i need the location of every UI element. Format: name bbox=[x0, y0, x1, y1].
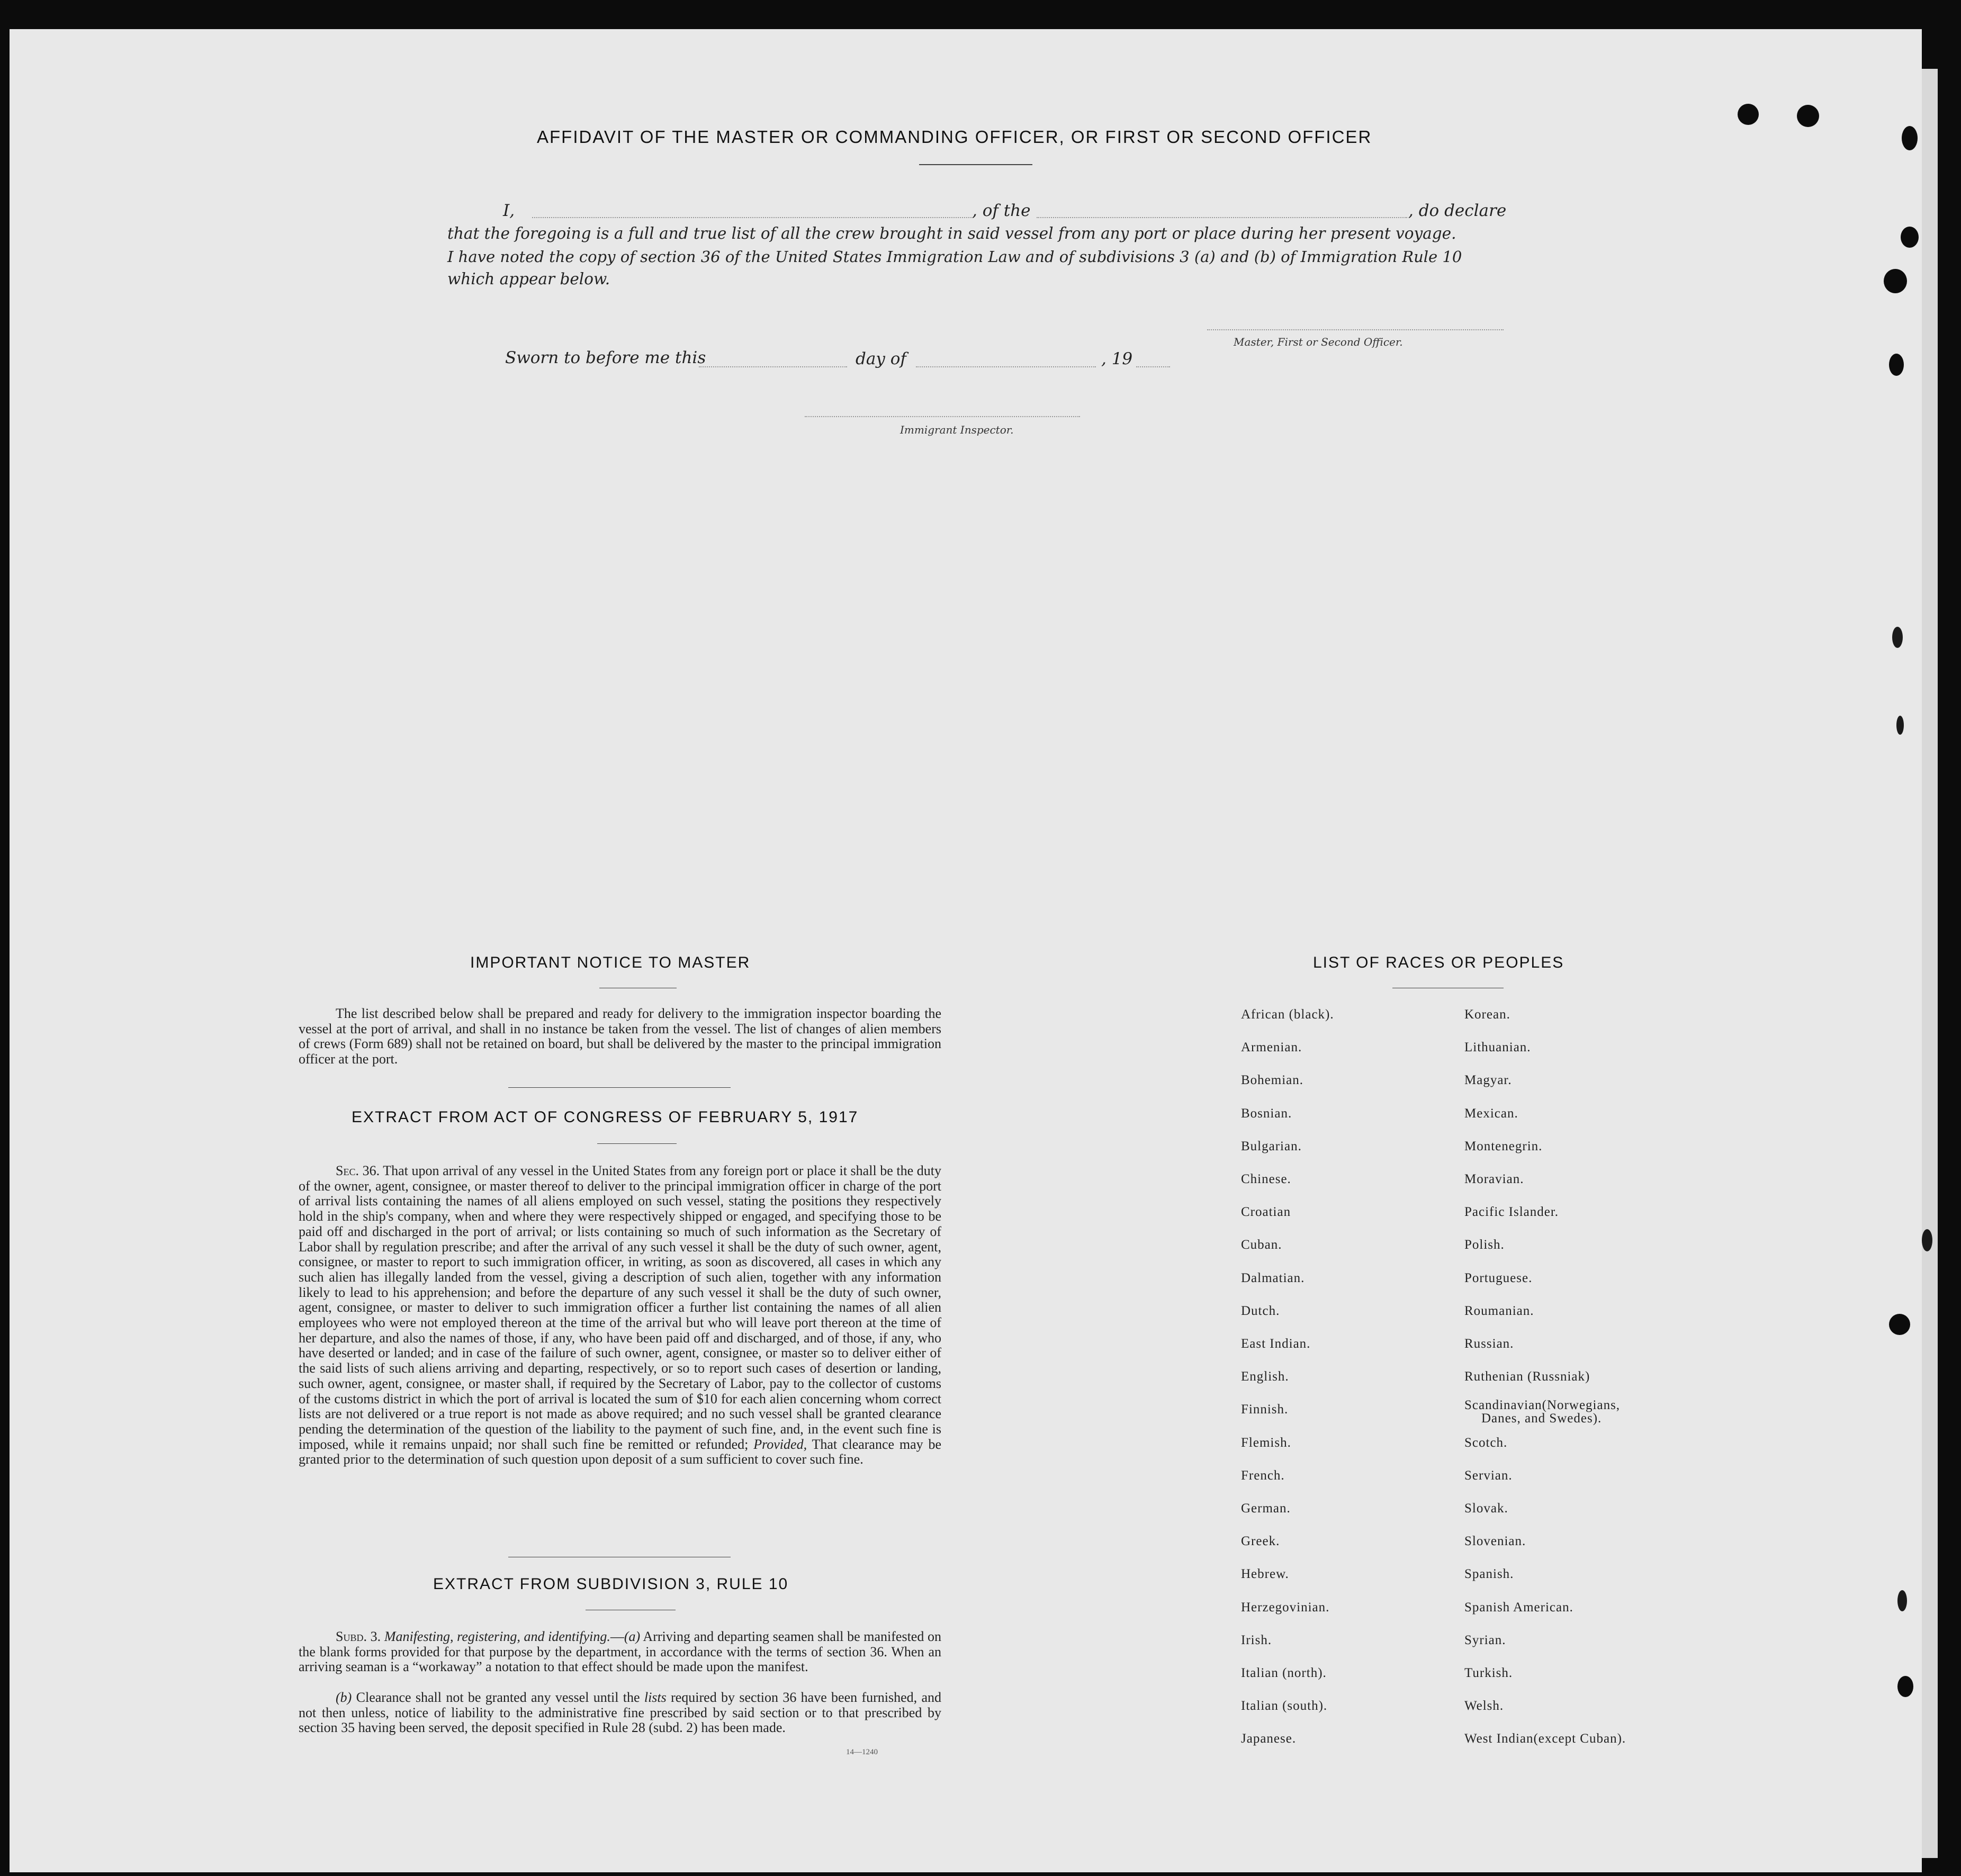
of-the-label: , of the bbox=[972, 201, 1031, 220]
sworn-label: Sworn to before me this bbox=[505, 348, 706, 367]
notice-title: IMPORTANT NOTICE TO MASTER bbox=[470, 954, 751, 971]
declarant-name-field[interactable] bbox=[532, 217, 971, 218]
races-title: LIST OF RACES OR PEOPLES bbox=[1313, 954, 1564, 971]
punch-hole bbox=[1892, 627, 1903, 648]
race-item: Roumanian. bbox=[1464, 1304, 1534, 1318]
race-item: Chinese. bbox=[1241, 1172, 1291, 1186]
declare-label: , do declare bbox=[1408, 201, 1507, 220]
race-item: Herzegovinian. bbox=[1241, 1600, 1330, 1615]
race-item: East Indian. bbox=[1241, 1337, 1311, 1351]
declaration-line-2: that the foregoing is a full and true list of all the crew brought in said vessel from any port or place during her present voyage. bbox=[447, 224, 1456, 242]
race-item: Cuban. bbox=[1241, 1238, 1282, 1252]
declaration-line-4: which appear below. bbox=[447, 270, 610, 288]
section-divider bbox=[508, 1087, 731, 1088]
sworn-day-field[interactable] bbox=[699, 366, 847, 367]
punch-hole bbox=[1922, 1229, 1932, 1251]
day-of-label: day of bbox=[856, 349, 906, 368]
rule10-a-label: (a) bbox=[624, 1629, 641, 1644]
punch-hole bbox=[1902, 126, 1918, 150]
punch-hole bbox=[1901, 227, 1919, 248]
race-item: French. bbox=[1241, 1468, 1285, 1483]
race-item: Scotch. bbox=[1464, 1436, 1508, 1450]
race-item: Greek. bbox=[1241, 1534, 1280, 1548]
race-item: Scandinavian(Norwegians, bbox=[1464, 1398, 1621, 1412]
race-item: West Indian(except Cuban). bbox=[1464, 1731, 1626, 1746]
race-item: Spanish American. bbox=[1464, 1600, 1573, 1615]
rule10-title: EXTRACT FROM SUBDIVISION 3, RULE 10 bbox=[433, 1575, 789, 1593]
race-item: Servian. bbox=[1464, 1468, 1513, 1483]
act-section-label: Sec. 36. bbox=[336, 1163, 380, 1178]
race-item: Croatian bbox=[1241, 1205, 1291, 1219]
act-divider bbox=[597, 1143, 677, 1144]
race-item: Korean. bbox=[1464, 1007, 1510, 1022]
declaration-line-3: I have noted the copy of section 36 of the United States Immigration Law and of subdivisions 3 (a) and (b) of Immigration Rule 10 bbox=[447, 248, 1462, 266]
rule10-subd-title: Manifesting, registering, and identifying. bbox=[384, 1629, 610, 1644]
inspector-signature-label: Immigrant Inspector. bbox=[900, 423, 1014, 436]
rule10-subd-b bbox=[299, 1690, 941, 1736]
race-item: English. bbox=[1241, 1369, 1289, 1384]
race-item: Flemish. bbox=[1241, 1436, 1291, 1450]
race-item: Dalmatian. bbox=[1241, 1271, 1305, 1285]
sworn-year-field[interactable] bbox=[1136, 366, 1170, 367]
race-item: Moravian. bbox=[1464, 1172, 1524, 1186]
rule10-subd-label: Subd. 3. bbox=[336, 1629, 381, 1644]
race-item: Mexican. bbox=[1464, 1106, 1518, 1121]
rule10-b-lists: lists bbox=[644, 1690, 667, 1705]
race-item: Syrian. bbox=[1464, 1633, 1506, 1647]
master-signature-label: Master, First or Second Officer. bbox=[1234, 336, 1403, 348]
race-item: African (black). bbox=[1241, 1007, 1334, 1022]
race-item: Irish. bbox=[1241, 1633, 1272, 1647]
title-divider bbox=[919, 164, 1032, 165]
race-item: German. bbox=[1241, 1501, 1291, 1516]
race-item: Slovak. bbox=[1464, 1501, 1508, 1516]
vessel-name-field[interactable] bbox=[1037, 217, 1407, 218]
document-page bbox=[10, 29, 1922, 1872]
form-number: 14—1240 bbox=[846, 1748, 878, 1756]
race-item: Magyar. bbox=[1464, 1073, 1512, 1087]
punch-hole bbox=[1889, 1314, 1910, 1335]
race-item: Bosnian. bbox=[1241, 1106, 1292, 1121]
race-item: Russian. bbox=[1464, 1337, 1514, 1351]
race-item: Spanish. bbox=[1464, 1567, 1514, 1581]
race-item: Turkish. bbox=[1464, 1666, 1513, 1680]
punch-hole bbox=[1897, 1676, 1913, 1697]
race-item: Portuguese. bbox=[1464, 1271, 1533, 1285]
race-item: Hebrew. bbox=[1241, 1567, 1289, 1581]
race-item: Dutch. bbox=[1241, 1304, 1280, 1318]
act-section-text: That upon arrival of any vessel in the United States from any foreign port or place it shall be the duty of the owner, agent, consignee, or master thereof to deliver to the principal immigration officer in charge of the port of arrival lists containing the names of all aliens employed on such vessel, stating the positions they respectively hold in the ship's company, when and where they were respectively shipped or engaged, and specifying those to be paid off and discharged in the port of arrival; or lists containing so much of such information as the Secretary of Labor shall by regulation prescribe; and after the arrival of any such vessel it shall be the duty of such owner, agent, consignee, or master to report to such immigration officer, in writing, as soon as discovered, all cases in which any such alien has illegally landed from the vessel, giving a description of such alien, together with any information likely to lead to his apprehension; and before the departure of any such vessel it shall be the duty of such owner, agent, consignee, or master to deliver to such immigration officer a further list containing the names of all alien employees who were not employed thereon at the time of the arrival but who will leave port thereon at the time of her departure, and also the names of those, if any, who have been paid off and discharged, and of those, if any, who have deserted or landed; and in case of the failure of such owner, agent, consignee, or master so to deliver either of the said lists of such aliens arriving and departing, respectively, or so to report such cases of desertion or landing, such owner, agent, consignee, or master shall, if required by the Secretary of Labor, pay to the collector of customs of the customs district in which the port of arrival is located the sum of $10 for each alien concerning whom correct lists are not delivered or a true report is not made as above required; and no such vessel shall be granted clearance pending the determination of the question of the liability to the payment of such fine, and, in the event such fine is imposed, while it remains unpaid; nor shall such fine be remitted or refunded; bbox=[299, 1163, 942, 1452]
rule10-b-text-2: required by section 36 have been furnished, and not then unless, notice of liability to the administrative fine prescribed by said section or to that prescribed by section 35 having been served, the deposit specified in Rule 28 (subd. 2) has been made. bbox=[299, 1690, 942, 1736]
declarant-prefix: I, bbox=[503, 201, 515, 220]
sworn-month-field[interactable] bbox=[916, 366, 1096, 367]
race-item: Japanese. bbox=[1241, 1731, 1297, 1746]
punch-hole bbox=[1738, 104, 1759, 125]
punch-hole bbox=[1889, 354, 1904, 376]
race-item: Polish. bbox=[1464, 1238, 1505, 1252]
race-item: Armenian. bbox=[1241, 1040, 1302, 1054]
rule10-a-text: Arriving and departing seamen shall be manifested on the blank forms provided for that purpose by the department, in accordance with the terms of section 36. When an arriving seaman is a “workaway” a notation to that effect should be made upon the manifest. bbox=[299, 1629, 941, 1675]
race-item: Italian (north). bbox=[1241, 1666, 1327, 1680]
punch-hole bbox=[1884, 269, 1907, 293]
race-item: Welsh. bbox=[1464, 1699, 1504, 1713]
affidavit-title: AFFIDAVIT OF THE MASTER OR COMMANDING OFFICER, OR FIRST OR SECOND OFFICER bbox=[537, 127, 1372, 147]
race-item: Italian (south). bbox=[1241, 1699, 1328, 1713]
race-item: Bohemian. bbox=[1241, 1073, 1304, 1087]
race-item: Finnish. bbox=[1241, 1402, 1289, 1417]
race-item: Montenegrin. bbox=[1464, 1139, 1543, 1153]
race-item-continuation: Danes, and Swedes). bbox=[1481, 1411, 1602, 1426]
act-title: EXTRACT FROM ACT OF CONGRESS OF FEBRUARY 5, 1917 bbox=[352, 1108, 859, 1126]
race-item: Pacific Islander. bbox=[1464, 1205, 1559, 1219]
race-item: Slovenian. bbox=[1464, 1534, 1526, 1548]
rule10-subd-a: Subd. 3. Manifesting, registering, and identifying.—(a) Arriving and departing seamen shall be manifested on the blank forms provided for that purpose by the department, in accordance with the terms of section 36. When an arriving seaman is a “workaway” a notation to that effect should be made upon the manifest. bbox=[299, 1629, 941, 1675]
act-provided: Provided, bbox=[753, 1436, 807, 1452]
race-item: Lithuanian. bbox=[1464, 1040, 1531, 1054]
rule10-b-text-1: Clearance shall not be granted any vessel until the bbox=[356, 1690, 640, 1705]
year-label: , 19 bbox=[1101, 349, 1133, 368]
punch-hole bbox=[1897, 1590, 1907, 1611]
punch-hole bbox=[1797, 105, 1819, 127]
act-section-text-end: That clearance may be granted prior to the determination of such question upon deposit of a sum sufficient to cover such fine. bbox=[299, 1436, 942, 1467]
notice-text: The list described below shall be prepared and ready for delivery to the immigration inspector boarding the vessel at the port of arrival, and shall in no instance be taken from the vessel. The list of changes of alien members of crews (Form 689) shall not be retained on board, but shall be delivered by the master to the principal immigration officer at the port. bbox=[299, 1006, 941, 1067]
rule10-b-label: (b) bbox=[336, 1690, 352, 1705]
punch-hole bbox=[1896, 716, 1904, 735]
inspector-signature-line[interactable] bbox=[805, 416, 1080, 417]
race-item: Bulgarian. bbox=[1241, 1139, 1302, 1153]
race-item: Ruthenian (Russniak) bbox=[1464, 1369, 1590, 1384]
master-signature-line[interactable] bbox=[1207, 329, 1504, 330]
act-section-36 bbox=[299, 1164, 941, 1467]
